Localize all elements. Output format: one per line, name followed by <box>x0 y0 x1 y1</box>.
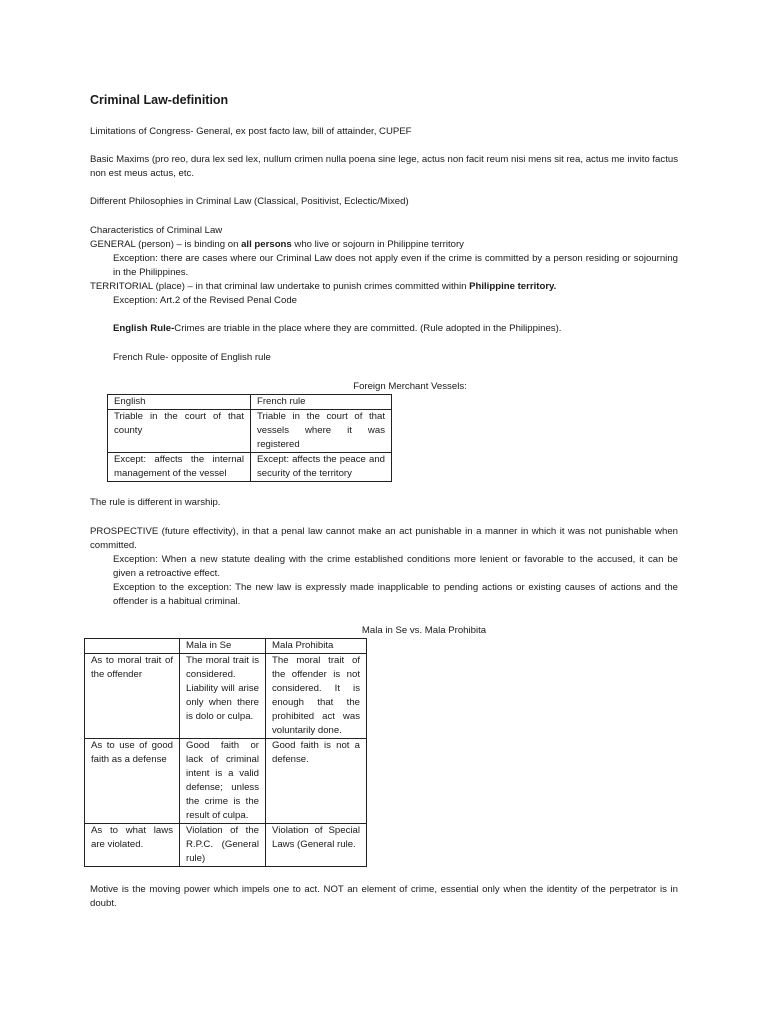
general-rest: who live or sojourn in Philippine territory <box>291 239 464 250</box>
table-header-cell: Mala Prohibita <box>266 639 367 654</box>
prospective-paragraph: PROSPECTIVE (future effectivity), in that a penal law cannot make an act punishable in a manner in which it was not punishable when committed. <box>90 526 678 551</box>
table-header-cell: French rule <box>251 395 392 410</box>
vessels-table-caption: Foreign Merchant Vessels: <box>353 381 467 392</box>
general-exception: Exception: there are cases where our Criminal Law does not apply even if the crime is committed by a person residing or sojourning in the Philippines. <box>113 253 678 278</box>
territorial-bold: Philippine territory. <box>469 281 557 292</box>
territorial-exception: Exception: Art.2 of the Revised Penal Code <box>113 295 297 306</box>
general-lead: GENERAL (person) – is binding on <box>90 239 242 250</box>
english-rule-rest: Crimes are triable in the place where they are committed. (Rule adopted in the Philippines). <box>174 323 562 334</box>
table-cell: As to use of good faith as a defense <box>85 739 180 824</box>
table-cell: The moral trait of the offender is not considered. It is enough that the prohibited act was voluntarily done. <box>266 654 367 739</box>
table-cell: Violation of Special Laws (General rule. <box>266 824 367 867</box>
characteristics-heading: Characteristics of Criminal Law <box>90 225 223 236</box>
prospective-exception-to-exception: Exception to the exception: The new law is expressly made inapplicable to pending actions or existing causes of actions and the offender is a habitual criminal. <box>113 582 678 607</box>
philosophies-paragraph: Different Philosophies in Criminal Law (Classical, Positivist, Eclectic/Mixed) <box>90 196 409 207</box>
english-rule-paragraph <box>113 322 678 336</box>
table-header-cell: English <box>108 395 251 410</box>
territorial-lead: TERRITORIAL (place) – in that criminal law undertake to punish crimes committed within <box>90 281 470 292</box>
table-row <box>108 453 392 482</box>
table-cell: The moral trait is considered. Liability will arise only when there is dolo or culpa. <box>180 654 266 739</box>
territorial-paragraph <box>90 280 678 294</box>
prospective-exception: Exception: When a new statute dealing with the crime established conditions more lenient or favorable to the accused, it can be given a retroactive effect. <box>113 554 678 579</box>
table-row <box>85 654 367 739</box>
table-cell: Violation of the R.P.C. (General rule) <box>180 824 266 867</box>
general-bold: all persons <box>241 239 292 250</box>
table-header-cell <box>85 639 180 654</box>
mala-table-caption: Mala in Se vs. Mala Prohibita <box>361 625 487 636</box>
table-cell: As to what laws are violated. <box>85 824 180 867</box>
warship-paragraph: The rule is different in warship. <box>90 497 221 508</box>
table-cell: Good faith or lack of criminal intent is a valid defense; unless the crime is the result of culpa. <box>180 739 266 824</box>
table-cell: As to moral trait of the offender <box>85 654 180 739</box>
table-row <box>85 639 367 654</box>
mala-table <box>84 638 367 867</box>
limitations-paragraph: Limitations of Congress- General, ex post facto law, bill of attainder, CUPEF <box>90 126 412 137</box>
table-cell: Triable in the court of that vessels where it was registered <box>251 410 392 453</box>
table-cell: Good faith is not a defense. <box>266 739 367 824</box>
table-row <box>108 410 392 453</box>
table-cell: Except: affects the internal management of the vessel <box>108 453 251 482</box>
table-row <box>85 739 367 824</box>
table-header-cell: Mala in Se <box>180 639 266 654</box>
french-rule-paragraph: French Rule- opposite of English rule <box>113 352 271 363</box>
maxims-paragraph: Basic Maxims (pro reo, dura lex sed lex, nullum crimen nulla poena sine lege, actus non facit reum nisi mens sit rea, actus me invito factus non est meus actus, etc. <box>90 154 678 179</box>
motive-paragraph: Motive is the moving power which impels one to act. NOT an element of crime, essential only when the identity of the perpetrator is in doubt. <box>90 884 678 909</box>
page-title: Criminal Law-definition <box>90 93 229 107</box>
table-row <box>108 395 392 410</box>
table-cell: Except: affects the peace and security of the territory <box>251 453 392 482</box>
table-cell: Triable in the court of that county <box>108 410 251 453</box>
table-row <box>85 824 367 867</box>
general-paragraph <box>90 238 678 252</box>
english-rule-bold: English Rule- <box>113 323 175 334</box>
vessels-table <box>107 394 392 482</box>
